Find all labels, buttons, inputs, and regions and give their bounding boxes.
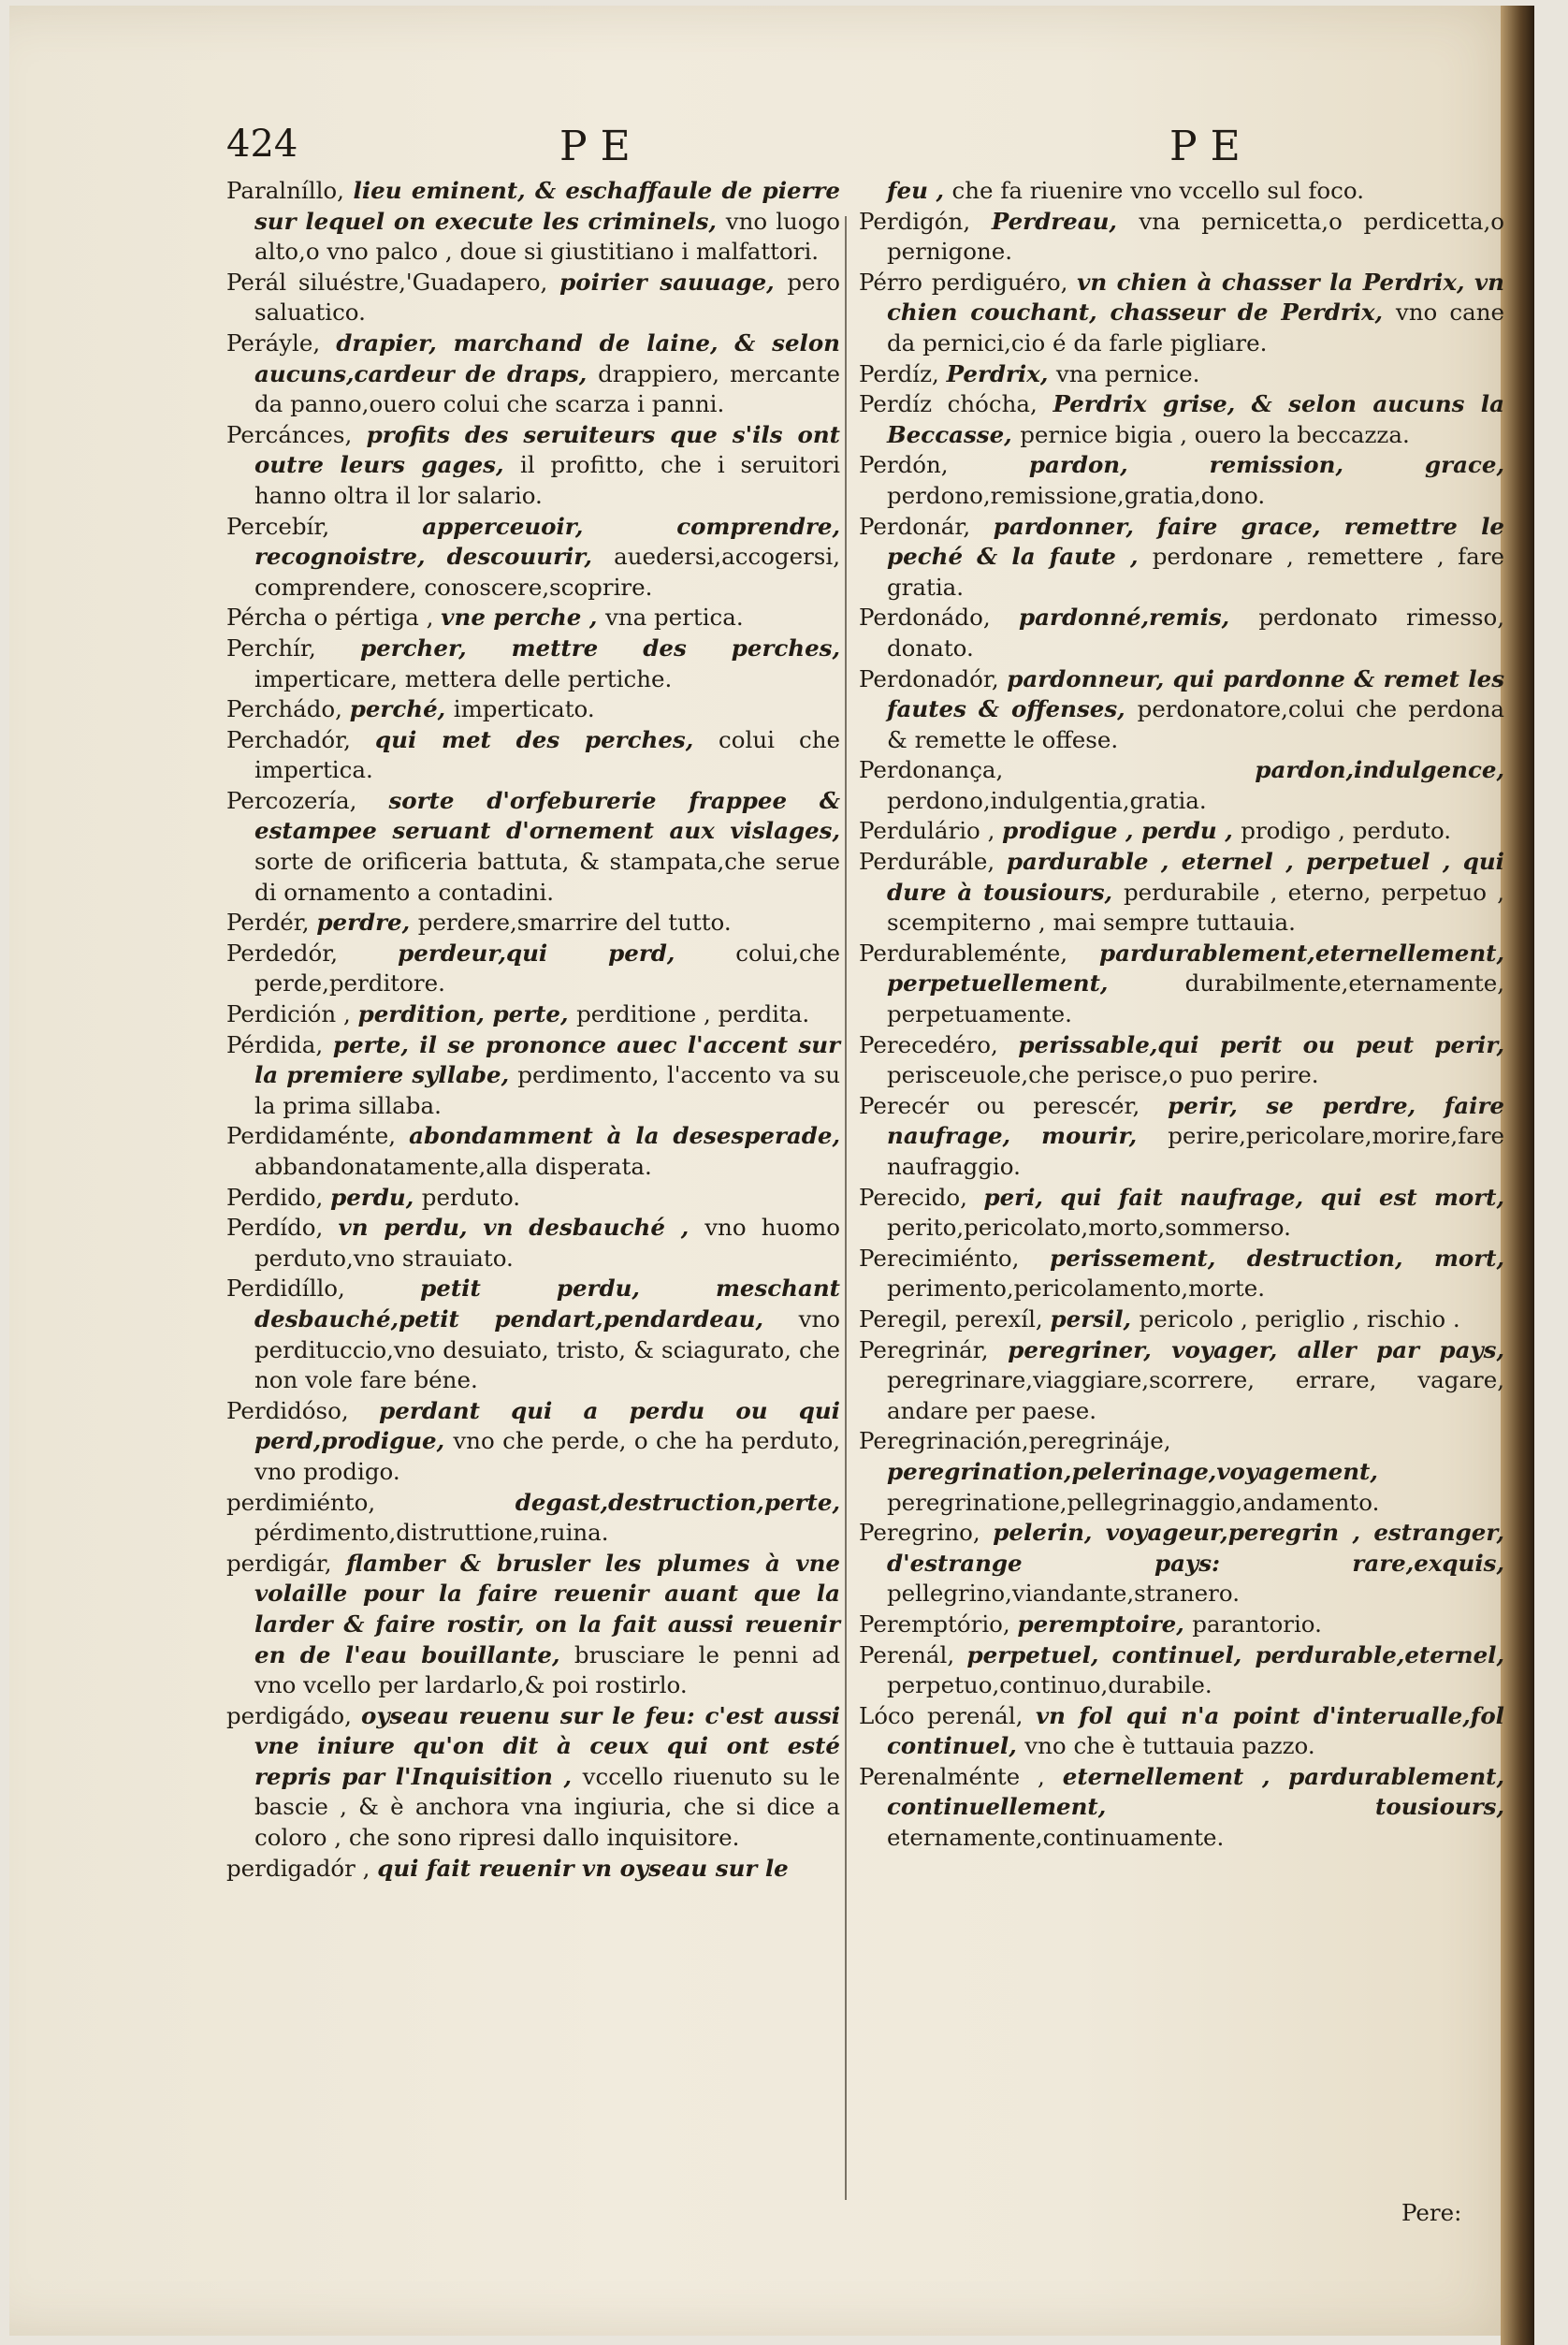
entry-french-gloss: perissable,qui perit ou peut perir, <box>1018 1030 1504 1058</box>
entry-french-gloss: percher, mettre des perches, <box>360 634 841 662</box>
dictionary-entry <box>226 1030 840 1122</box>
entry-headword: Perdonádo, <box>859 604 1020 632</box>
entry-french-gloss: apperceuoir, comprendre, recognoistre, descouurir, <box>254 512 840 571</box>
entry-french-gloss: abondamment à la desesperade, <box>409 1122 840 1150</box>
entry-french-gloss: vne perche , <box>441 604 605 632</box>
dictionary-entry <box>226 328 840 420</box>
entry-headword: Perdonadór, <box>859 664 1008 692</box>
entry-italian-gloss: vno che perde, o che ha perduto, vno prodigo. <box>254 1427 840 1485</box>
entry-italian-gloss: perpetuo,continuo,durabile. <box>887 1671 1212 1699</box>
entry-french-gloss: perpetuel, continuel, perdurable,eternel, <box>966 1640 1504 1668</box>
entry-headword: Perdigón, <box>859 207 992 235</box>
entry-headword: Perdonár, <box>859 512 994 540</box>
entry-french-gloss: profits des seruiteurs que s'ils ont outre leurs gages, <box>254 420 840 479</box>
entry-headword: Perduráble, <box>859 848 1007 876</box>
entry-headword: Perdedór, <box>226 939 399 967</box>
dictionary-entry <box>226 512 840 604</box>
entry-italian-gloss: perisceuole,che perisce,o puo perire. <box>887 1061 1319 1089</box>
dictionary-entry <box>859 359 1504 390</box>
entry-headword: Peregrinár, <box>859 1335 1009 1363</box>
entry-italian-gloss: vna pernice. <box>1055 359 1200 387</box>
entry-italian-gloss: prodigo , perduto. <box>1241 817 1452 845</box>
entry-headword: Perchadór, <box>226 725 375 753</box>
entry-italian-gloss: parantorio. <box>1192 1609 1322 1638</box>
entry-italian-gloss: pérdimento,distruttione,ruina. <box>254 1519 609 1547</box>
entry-french-gloss: eternellement , pardurablement, continuellement, tousiours, <box>887 1762 1504 1821</box>
dictionary-entry <box>859 1335 1504 1427</box>
entry-headword: Peráyle, <box>226 328 337 357</box>
entry-french-gloss: pardonner, faire grace, remettre le peché & la faute , <box>887 512 1504 571</box>
entry-italian-gloss: auedersi,accogersi, comprendere, conoscere,scoprire. <box>254 543 840 601</box>
entry-headword: Perdulário , <box>859 817 1003 845</box>
page-number: 424 <box>226 123 298 166</box>
entry-italian-gloss: vno cane da pernici,cio é da farle pigliare. <box>887 299 1504 357</box>
entry-french-gloss: pelerin, voyageur,peregrin , estranger, d'estrange pays: rare,exquis, <box>887 1519 1505 1577</box>
entry-italian-gloss: perduto. <box>421 1183 521 1211</box>
entry-headword: Perdér, <box>226 909 317 937</box>
entry-french-gloss: pardonné,remis, <box>1019 604 1259 632</box>
entry-italian-gloss: il profitto, che i seruitori hanno oltra il lor salario. <box>254 451 840 509</box>
entry-italian-gloss: perito,pericolato,morto,sommerso. <box>887 1214 1291 1242</box>
dictionary-entry <box>859 450 1504 511</box>
entry-italian-gloss: perdonare , remettere , fare gratia. <box>887 543 1504 601</box>
entry-french-gloss: persil, <box>1050 1304 1140 1333</box>
entry-french-gloss: peregrination,pelerinage,voyagement, <box>887 1457 1378 1485</box>
entry-headword: Perdonança, <box>859 756 1256 784</box>
entry-french-gloss: pardon,indulgence, <box>1255 756 1504 784</box>
entry-french-gloss: Perdrix, <box>946 359 1056 387</box>
entry-headword: Lóco perenál, <box>859 1701 1036 1729</box>
running-head-left: PE <box>559 123 644 170</box>
entry-italian-gloss: perimento,pericolamento,morte. <box>887 1274 1265 1303</box>
dictionary-entry <box>859 1030 1504 1091</box>
entry-headword: Perdidóso, <box>226 1396 380 1424</box>
dictionary-entry <box>859 268 1504 359</box>
dictionary-entry <box>859 1762 1504 1854</box>
entry-french-gloss: perissement, destruction, mort, <box>1050 1244 1505 1272</box>
dictionary-entry <box>226 1854 840 1885</box>
entry-headword: Perenál, <box>859 1640 967 1668</box>
entry-italian-gloss: vno luogo alto,o vno palco , doue si giustitiano i malfattori. <box>254 207 841 266</box>
entry-french-gloss: lieu eminent, & eschaffaule de pierre sur lequel on execute les criminels, <box>254 177 840 235</box>
entry-italian-gloss: colui che impertica. <box>254 725 841 784</box>
entry-headword: Perdidaménte, <box>226 1122 410 1150</box>
entry-headword: perdimiénto, <box>226 1488 515 1516</box>
entry-italian-gloss: durabilmente,eternamente, perpetuamente. <box>887 969 1504 1028</box>
entry-italian-gloss: eternamente,continuamente. <box>887 1824 1225 1852</box>
entry-italian-gloss: peregrinatione,pellegrinaggio,andamento. <box>887 1488 1380 1516</box>
entry-french-gloss: perir, se perdre, faire naufrage, mourir, <box>887 1091 1504 1150</box>
entry-french-gloss: qui fait reuenir vn oyseau sur le <box>377 1854 789 1882</box>
entry-headword: Percánces, <box>226 420 367 448</box>
dictionary-entry <box>226 176 840 268</box>
dictionary-entry <box>859 1091 1504 1183</box>
entry-headword: Perdurableménte, <box>859 939 1099 967</box>
entry-italian-gloss: drappiero, mercante da panno,ouero colui che scarza i panni. <box>254 359 840 418</box>
entry-headword: Perenalménte , <box>859 1762 1063 1790</box>
entry-headword: perdigadór , <box>226 1854 378 1882</box>
entry-headword: Peregrino, <box>859 1519 994 1547</box>
entry-headword: perdigádo, <box>226 1701 361 1729</box>
dictionary-entry <box>226 1549 840 1701</box>
dictionary-entry <box>859 1304 1504 1335</box>
entry-headword: Percebír, <box>226 512 423 540</box>
dictionary-entry <box>859 1701 1504 1762</box>
entry-french-gloss: poirier sauuage, <box>559 268 788 296</box>
entry-italian-gloss: imperticare, mettera delle pertiche. <box>254 664 673 692</box>
entry-french-gloss: pardon, remission, grace, <box>1028 451 1504 479</box>
entry-italian-gloss: vccello riuenuto su le bascie , & è anchora vna ingiuria, che si dice a coloro , che sono ripresi dallo inquisitore. <box>254 1762 841 1852</box>
entry-french-gloss: perte, il se prononce auec l'accent sur la premiere syllabe, <box>254 1030 841 1089</box>
entry-french-gloss: degast,destruction,perte, <box>515 1488 840 1516</box>
dictionary-entry <box>226 999 840 1030</box>
dictionary-entry <box>226 268 840 328</box>
entry-french-gloss: prodigue , perdu , <box>1002 817 1241 845</box>
entry-french-gloss: Perdrix grise, & selon aucuns la Beccasse, <box>887 390 1504 448</box>
entry-headword: Perchádo, <box>226 695 350 723</box>
entry-italian-gloss: perdono,indulgentia,gratia. <box>887 786 1207 814</box>
entry-italian-gloss: brusciare le penni ad vno vcello per lardarlo,& poi rostirlo. <box>254 1640 841 1699</box>
dictionary-entry <box>859 176 1504 207</box>
dictionary-entry <box>226 603 840 634</box>
dictionary-entry <box>226 420 840 512</box>
entry-headword: Peregrinación,peregrináje, <box>859 1427 1171 1455</box>
entry-italian-gloss: pero saluatico. <box>254 268 840 327</box>
dictionary-entry <box>859 755 1504 816</box>
left-column <box>226 176 840 1884</box>
entry-headword: Pérro perdiguéro, <box>859 268 1078 296</box>
entry-italian-gloss: perdonatore,colui che perdona & remette le offese. <box>887 695 1504 753</box>
entry-italian-gloss: perdonato rimesso, donato. <box>887 604 1504 662</box>
dictionary-entry <box>226 634 840 694</box>
entry-french-gloss: petit perdu, meschant desbauché,petit pendart,pendardeau, <box>254 1274 840 1333</box>
entry-italian-gloss: sorte de orificeria battuta, & stampata,che serue di ornamento a contadini. <box>254 848 840 906</box>
dictionary-entry <box>226 1121 840 1182</box>
entry-italian-gloss: pellegrino,viandante,stranero. <box>887 1580 1240 1608</box>
book-spine-shadow <box>1501 6 1534 2345</box>
dictionary-entry <box>859 389 1504 450</box>
entry-headword: Perál siluéstre,'Guadapero, <box>226 268 560 296</box>
dictionary-entry <box>226 908 840 939</box>
dictionary-entry <box>226 1396 840 1488</box>
entry-headword: Perdición , <box>226 1000 358 1028</box>
dictionary-entry <box>859 1183 1504 1244</box>
dictionary-entry <box>226 1213 840 1274</box>
entry-french-gloss: perché, <box>349 695 454 723</box>
entry-italian-gloss: perdimento, l'accento va su la prima sillaba. <box>254 1061 841 1119</box>
entry-french-gloss: vn perdu, vn desbauché , <box>338 1214 705 1242</box>
entry-headword: Paralníllo, <box>226 177 354 204</box>
entry-headword: Perdíz, <box>859 359 947 387</box>
running-head-right: PE <box>1169 123 1254 170</box>
entry-headword: Perecimiénto, <box>859 1244 1051 1272</box>
entry-french-gloss: qui met des perches, <box>375 725 719 753</box>
entry-french-gloss: Perdreau, <box>991 207 1140 235</box>
entry-headword: Pérdida, <box>226 1030 333 1058</box>
dictionary-entry <box>859 1609 1504 1640</box>
dictionary-entry <box>859 847 1504 939</box>
entry-italian-gloss: imperticato. <box>453 695 595 723</box>
entry-italian-gloss: perdurabile , eterno, perpetuo , scempiterno , mai sempre tuttauia. <box>887 878 1504 937</box>
entry-headword: Peremptório, <box>859 1609 1018 1638</box>
entry-italian-gloss: vna pertica. <box>604 604 744 632</box>
entry-french-gloss: drapier, marchand de laine, & selon aucuns,cardeur de draps, <box>254 328 840 387</box>
entry-italian-gloss: perire,pericolare,morire,fare naufraggio. <box>887 1122 1504 1180</box>
entry-french-gloss: perdre, <box>316 909 418 937</box>
entry-italian-gloss: pernice bigia , ouero la beccazza. <box>1020 420 1410 448</box>
entry-french-gloss: vn chien à chasser la Perdrix, vn chien couchant, chasseur de Perdrix, <box>887 268 1504 327</box>
entry-italian-gloss: peregrinare,viaggiare,scorrere, errare, vagare, andare per paese. <box>887 1366 1504 1424</box>
entry-french-gloss: feu , <box>887 177 952 204</box>
dictionary-entry <box>859 1426 1504 1518</box>
entry-french-gloss: perdeur,qui perd, <box>398 939 736 967</box>
entry-italian-gloss: vno perdituccio,vno desuiato, tristo, & sciagurato, che non vole fare béne. <box>254 1304 840 1394</box>
entry-french-gloss: peri, qui fait naufrage, qui est mort, <box>983 1183 1504 1211</box>
right-column <box>859 176 1504 1854</box>
entry-headword: Perdído, <box>226 1214 339 1242</box>
dictionary-entry <box>859 1640 1504 1701</box>
entry-french-gloss: peremptoire, <box>1017 1609 1193 1638</box>
dictionary-entry <box>859 939 1504 1030</box>
entry-headword: Perdíz chócha, <box>859 390 1053 418</box>
entry-headword: Perecido, <box>859 1183 984 1211</box>
book-page <box>9 6 1534 2336</box>
entry-italian-gloss: pericolo , periglio , rischio . <box>1139 1304 1460 1333</box>
dictionary-entry <box>226 1701 840 1854</box>
entry-french-gloss: pardurable , eternel , perpetuel , qui dure à tousiours, <box>887 848 1504 906</box>
dictionary-entry <box>226 786 840 908</box>
dictionary-entry <box>859 603 1504 663</box>
entry-french-gloss: oyseau reuenu sur le feu: c'est aussi vne iniure qu'on dit à ceux qui ont esté repris par l'Inquisition , <box>254 1701 840 1790</box>
entry-headword: Perdido, <box>226 1183 331 1211</box>
entry-french-gloss: vn fol qui n'a point d'interualle,fol continuel, <box>887 1701 1504 1760</box>
entry-italian-gloss: abbandonatamente,alla disperata. <box>254 1153 652 1180</box>
dictionary-entry <box>859 664 1504 756</box>
dictionary-entry <box>226 1274 840 1395</box>
entry-italian-gloss: vna pernicetta,o perdicetta,o pernigone. <box>887 207 1505 266</box>
dictionary-entry <box>859 1518 1504 1609</box>
dictionary-entry <box>859 207 1504 268</box>
entry-french-gloss: perdition, perte, <box>357 1000 577 1028</box>
entry-italian-gloss: perditione , perdita. <box>576 1000 810 1028</box>
entry-italian-gloss: perdere,smarrire del tutto. <box>417 909 732 937</box>
entry-french-gloss: pardurablement,eternellement, perpetuellement, <box>887 939 1504 998</box>
entry-french-gloss: perdu, <box>330 1183 422 1211</box>
dictionary-entry <box>226 939 840 999</box>
dictionary-entry <box>226 1488 840 1549</box>
dictionary-entry <box>859 512 1504 604</box>
dictionary-entry <box>859 1244 1504 1304</box>
entry-headword: Perdidíllo, <box>226 1274 421 1303</box>
entry-headword: Percozería, <box>226 786 389 814</box>
dictionary-entry <box>226 1183 840 1214</box>
entry-headword: Perecér ou perescér, <box>859 1091 1169 1119</box>
entry-headword: Perchír, <box>226 634 360 662</box>
dictionary-entry <box>859 816 1504 847</box>
entry-french-gloss: peregriner, voyager, aller par pays, <box>1008 1335 1504 1363</box>
entry-italian-gloss: che fa riuenire vno vccello sul foco. <box>951 177 1364 204</box>
column-rule <box>845 216 847 2200</box>
entry-french-gloss: flamber & brusler les plumes à vne volaille pour la faire reuenir auant que la larder & faire rostir, on la fait aussi reuenir en de l'eau bouillante, <box>254 1549 840 1668</box>
entry-headword: Peregil, perexíl, <box>859 1304 1051 1333</box>
entry-french-gloss: perdant qui a perdu ou qui perd,prodigue, <box>254 1396 840 1455</box>
entry-italian-gloss: vno che è tuttauia pazzo. <box>1024 1732 1315 1760</box>
entry-headword: Perecedéro, <box>859 1030 1019 1058</box>
entry-italian-gloss: vno huomo perduto,vno strauiato. <box>254 1214 840 1272</box>
entry-headword: Pércha o pértiga , <box>226 604 442 632</box>
entry-headword: perdigár, <box>226 1549 347 1577</box>
catchword: Pere: <box>1401 2199 1462 2226</box>
entry-italian-gloss: perdono,remissione,gratia,dono. <box>887 481 1266 509</box>
entry-headword: Perdón, <box>859 451 1029 479</box>
dictionary-entry <box>226 725 840 786</box>
entry-italian-gloss: colui,che perde,perditore. <box>254 939 840 998</box>
dictionary-entry <box>226 694 840 725</box>
entry-french-gloss: sorte d'orfeburerie frappee & estampee seruant d'ornement aux vislages, <box>254 786 840 845</box>
entry-french-gloss: pardonneur, qui pardonne & remet les fautes & offenses, <box>887 664 1504 723</box>
